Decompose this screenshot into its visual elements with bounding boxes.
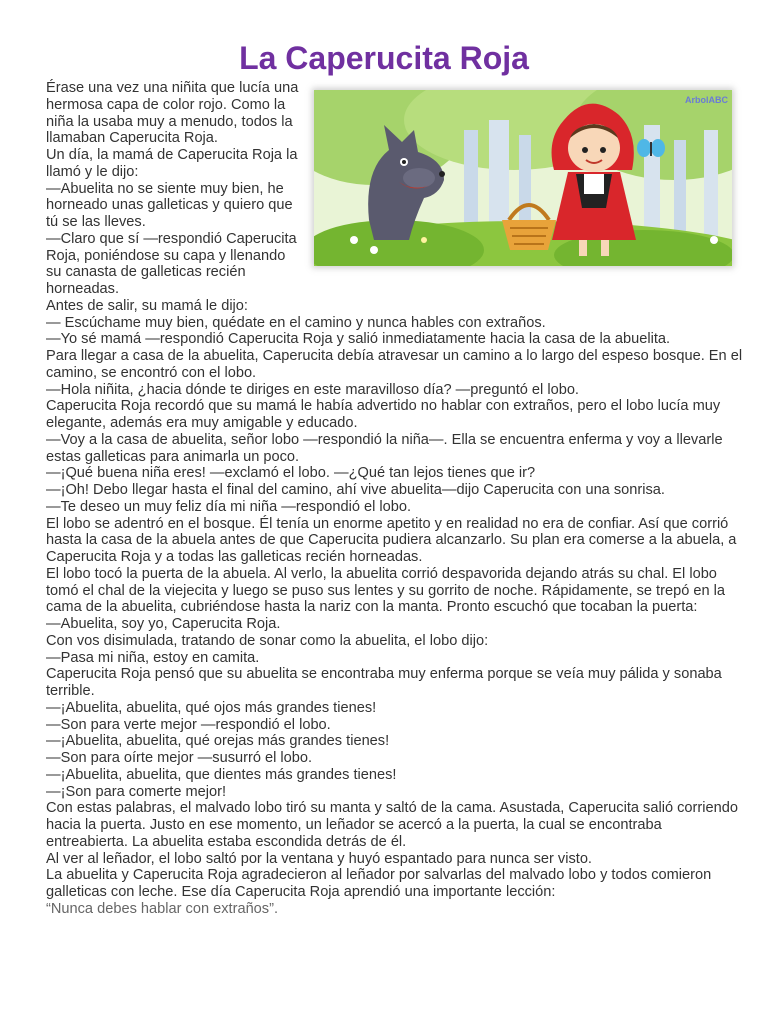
story-paragraph: La abuelita y Caperucita Roja agradecieron al leñador por salvarlas del malvado lobo y todos comieron galleticas con leche. Ese día Caperucita Roja aprendió una importante lección: bbox=[46, 867, 712, 900]
story-paragraph: —¡Abuelita, abuelita, qué orejas más grandes tienes! bbox=[46, 733, 390, 750]
story-paragraph: —Voy a la casa de abuelita, señor lobo —respondió la niña—. Ella se encuentra enferma y voy a llevarle estas galleticas para animarla un poco. bbox=[46, 431, 723, 465]
story-paragraph: —Hola niñita, ¿hacia dónde te diriges en este maravilloso día? —preguntó el lobo. bbox=[46, 381, 579, 398]
story-body bbox=[46, 80, 746, 918]
story-paragraph: —Abuelita no se siente muy bien, he horneado unas galleticas y quiero que tú se las lleves. bbox=[46, 180, 293, 230]
story-paragraph: —Abuelita, soy yo, Caperucita Roja. bbox=[46, 616, 281, 632]
story-moral: “Nunca debes hablar con extraños”. bbox=[46, 900, 279, 917]
story-paragraph: —¡Abuelita, abuelita, qué ojos más grandes tienes! bbox=[46, 699, 377, 716]
story-paragraph: —Yo sé mamá —respondió Caperucita Roja y salió inmediatamente hacia la casa de la abuelita. bbox=[46, 331, 671, 348]
story-paragraph: —¡Son para comerte mejor! bbox=[46, 783, 227, 800]
story-paragraph: Caperucita Roja recordó que su mamá le había advertido no hablar con extraños, pero el lobo lucía muy elegante, además era muy amigable y educado. bbox=[46, 398, 721, 431]
story-paragraph: El lobo se adentró en el bosque. Él tenía un enorme apetito y en realidad no era de confiar. Así que corrió hasta la casa de la abuela antes de que Caperucita pudiera alcanzarlo. Su plan era comerse a la abuela, a Caperucita Roja y a todas las galleticas recién horneadas. bbox=[46, 515, 737, 565]
story-paragraph: Para llegar a casa de la abuelita, Caperucita debía atravesar un camino a lo largo del espeso bosque. En el camino, se encontró con el lobo. bbox=[46, 348, 743, 381]
story-paragraph: Antes de salir, su mamá le dijo: bbox=[46, 297, 248, 314]
story-paragraph: Un día, la mamá de Caperucita Roja la llamó y le dijo: bbox=[46, 147, 298, 180]
story-paragraph: El lobo tocó la puerta de la abuela. Al verlo, la abuelita corrió despavorida dejando atrás su chal. El lobo tomó el chal de la viejecita y luego se puso sus lentes y su gorrito de noche. Rápidamente, se trepó en la cama de la abuelita, cubriéndose hasta la nariz con la manta. Pronto escuchó que tocaban la puerta: bbox=[46, 565, 726, 616]
story-paragraph: —Te deseo un muy feliz día mi niña —respondió el lobo. bbox=[46, 498, 412, 515]
story-paragraph: —¡Oh! Debo llegar hasta el final del camino, ahí vive abuelita—dijo Caperucita con una sonrisa. bbox=[46, 482, 665, 498]
story-paragraph: —Pasa mi niña, estoy en camita. bbox=[46, 649, 260, 666]
story-paragraph: Al ver al leñador, el lobo saltó por la ventana y huyó espantado para nunca ser visto. bbox=[46, 850, 592, 867]
story-paragraph: —¡Abuelita, abuelita, que dientes más grandes tienes! bbox=[46, 766, 397, 783]
story-paragraph: —Son para verte mejor —respondió el lobo. bbox=[46, 716, 331, 733]
story-paragraph: Érase una vez una niñita que lucía una hermosa capa de color rojo. Como la niña la usaba muy a menudo, todos la llamaban Caperucita Roja. bbox=[46, 80, 299, 147]
story-title: La Caperucita Roja bbox=[239, 40, 529, 76]
story-paragraph: Con vos disimulada, tratando de sonar como la abuelita, el lobo dijo: bbox=[46, 632, 489, 649]
story-paragraph: Caperucita Roja pensó que su abuelita se encontraba muy enferma porque se veía muy pálida y sonaba terrible. bbox=[46, 666, 722, 699]
story-paragraph: —Son para oírte mejor —susurró el lobo. bbox=[46, 750, 313, 766]
story-paragraph: Con estas palabras, el malvado lobo tiró su manta y saltó de la cama. Asustada, Caperucita salió corriendo hacia la puerta. Justo en ese momento, un leñador se acercó a la puerta, la cual se encontraba entreabierta. La abuelita estaba escondida detrás de él. bbox=[46, 800, 738, 850]
story-paragraph: —Claro que sí —respondió Caperucita Roja, poniéndose su capa y llenando su canasta de galleticas recién horneadas. bbox=[46, 230, 297, 297]
story-paragraph: —¡Qué buena niña eres! —exclamó el lobo. —¿Qué tan lejos tienes que ir? bbox=[46, 465, 536, 482]
little-red-riding-hood-and-wolf-illustration-icon bbox=[314, 90, 732, 266]
story-paragraph: — Escúchame muy bien, quédate en el camino y nunca hables con extraños. bbox=[46, 314, 546, 331]
illustration-watermark: ArbolABC bbox=[685, 95, 728, 105]
